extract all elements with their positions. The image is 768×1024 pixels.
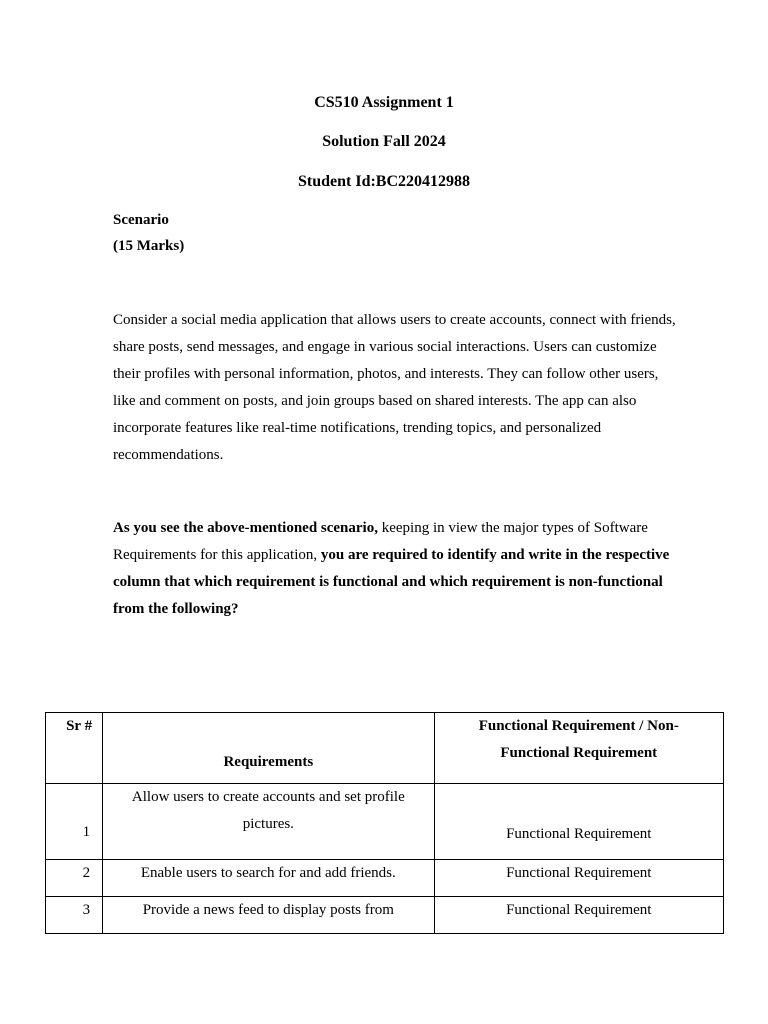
student-id: Student Id:BC220412988 [297,173,471,190]
scenario-description: Consider a social media application that allows users to create accounts, connect with friends, share posts, send messages, and engage in various social interactions. Users can customize their profiles with personal information, photos, and interests. They can follow other users, like and comment on posts, and join groups based on shared interests. The app can also incorporate features like real-time notifications, trending topics, and personalized recommendations. [113,312,676,463]
question-instruction: you are required to identify and write in the respective column that which requirement is functional and which requirement is non-functional from the following? [113,547,670,617]
document-subtitle: Solution Fall 2024 [322,133,446,150]
sr-cell: 2 [46,860,103,897]
requirements-column-header: Requirements [103,713,434,784]
requirement-cell: Allow users to create accounts and set profile pictures. [103,784,434,860]
table-row [46,897,724,934]
requirement-type-cell: Functional Requirement [434,897,723,934]
requirement-type-cell: Functional Requirement [434,860,723,897]
sr-cell: 1 [46,784,103,860]
table-row [46,784,724,860]
document-title: CS510 Assignment 1 [314,94,454,111]
question-paragraph [113,515,683,623]
requirements-table [45,712,724,934]
requirement-type-cell: Functional Requirement [434,784,723,860]
table-header-row [46,713,724,784]
sr-column-header: Sr # [46,713,103,784]
requirement-cell: Provide a news feed to display posts from [103,897,434,934]
requirement-cell: Enable users to search for and add friends. [103,860,434,897]
scenario-heading: Scenario [113,212,169,228]
scenario-marks: (15 Marks) [113,238,185,254]
question-body: keeping in view the major types of Software Requirements for this application, [113,520,648,563]
question-intro: As you see the above-mentioned scenario, [113,520,378,536]
type-column-header: Functional Requirement / Non-Functional Requirement [434,713,723,784]
sr-cell: 3 [46,897,103,934]
table-row [46,860,724,897]
